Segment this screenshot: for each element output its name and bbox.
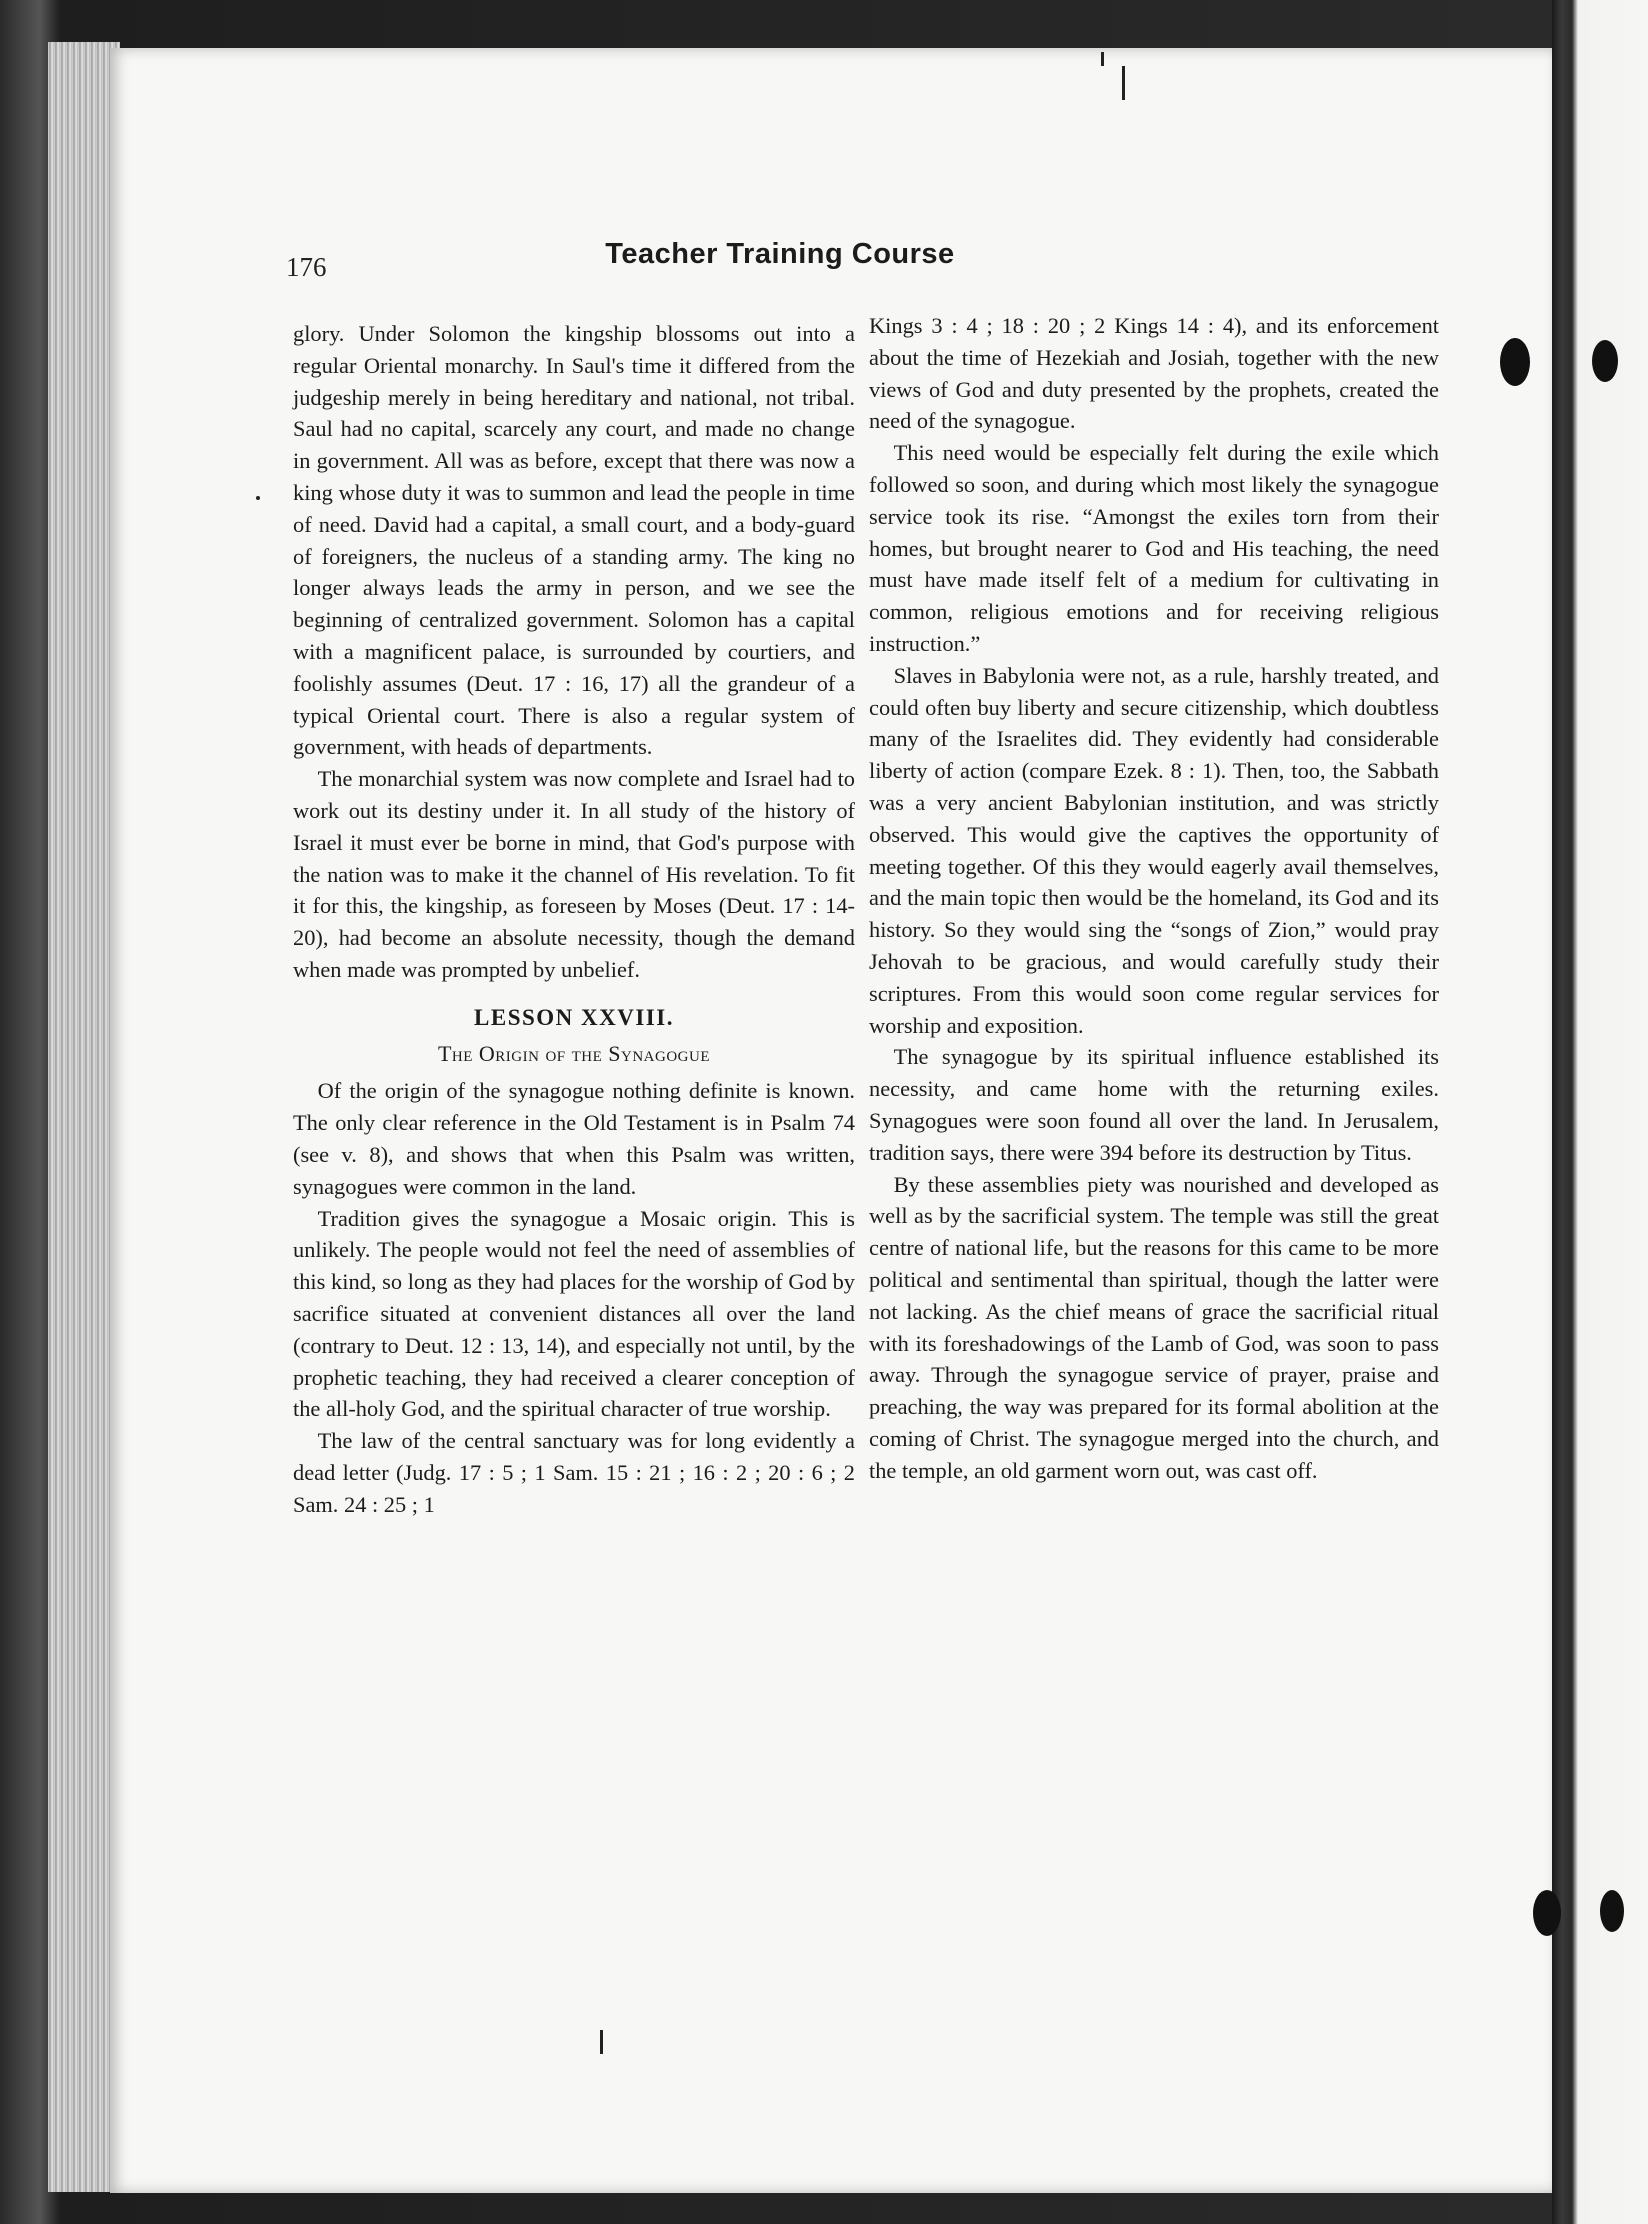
paragraph: The synagogue by its spiritual influence established its necessity, and came home with the returning exiles. Synagogues were soon found all over the land. In Jerusalem, tradition says, there were 394 before its destruction by Titus. [869,1044,1439,1165]
lesson-heading: LESSON XXVIII. [474,1004,674,1030]
binding-hole-bottom-right [1600,1890,1624,1932]
paragraph: Kings 3 : 4 ; 18 : 20 ; 2 Kings 14 : 4), and its enforcement about the time of Hezekiah and Josiah, together with the new views of God and duty presented by the prophets, created the need of the synagogue. [869,313,1439,434]
paragraph: The law of the central sanctuary was for long evidently a dead letter (Judg. 17 : 5 ; 1 Sam. 15 : 21 ; 16 : 2 ; 20 : 6 ; 2 Sam. 24 : 25 ; 1 [293,1428,855,1517]
dust-mark [600,2030,603,2054]
right-column [869,310,1439,1486]
paragraph: Tradition gives the synagogue a Mosaic origin. This is unlikely. The people would not feel the need of assemblies of this kind, so long as they had places for the worship of God by sacrifice situated at convenient distances all over the land (contrary to Deut. 12 : 13, 14), and especially not until, by the prophetic teaching, they had received a clearer conception of the all-holy God, and the spiritual character of true worship. [293,1205,855,1422]
dust-mark [1122,66,1125,100]
paragraph: By these assemblies piety was nourished and developed as well as by the sacrificial system. The temple was still the great centre of national life, but the reasons for this came to be more political and sentimental than spiritual, though the latter were not lacking. As the chief means of grace the sacrificial ritual with its foreshadowings of the Lamb of God, was soon to pass away. Through the synagogue service of prayer, praise and preaching, the way was prepared for its formal abolition at the coming of Christ. The synagogue merged into the church, and the temple, an old garment worn out, was cast off. [869,1171,1439,1483]
running-head: Teacher Training Course [605,238,955,270]
next-page-edge [1552,0,1648,2224]
lesson-subtitle: The Origin of the Synagogue [437,1040,711,1066]
paragraph: Slaves in Babylonia were not, as a rule, harshly treated, and could often buy liberty and secure citizenship, which doubtless many of the Israelites did. They evidently had considerable liberty of action (compare Ezek. 8 : 1). Then, too, the Sabbath was a very ancient Babylonian institution, and was strictly observed. This would give the captives the opportunity of meeting together. Of this they would eagerly avail themselves, and the main topic then would be the homeland, its God and its history. So they would sing the “songs of Zion,” would pray Jehovah to be gracious, and would carefully study their scriptures. From this would soon come regular services for worship and exposition. [869,662,1439,1038]
paragraph: Of the origin of the synagogue nothing definite is known. The only clear reference in the Old Testament is in Psalm 74 (see v. 8), and shows that when this Psalm was written, synagogues were common in the land. [293,1078,855,1199]
page-number: 176 [286,252,327,282]
paragraph: glory. Under Solomon the kingship blossoms out into a regular Oriental monarchy. In Saul's time it differed from the judgeship merely in being hereditary and national, not tribal. Saul had no capital, scarcely any court, and made no change in government. All was as before, except that there was now a king whose duty it was to summon and lead the people in time of need. David had a capital, a small court, and a body-guard of foreigners, the nucleus of a standing army. The king no longer always leads the army in person, and we see the beginning of centralized government. Solomon has a capital with a magnificent palace, is surrounded by courtiers, and foolishly assumes (Deut. 17 : 16, 17) all the grandeur of a typical Oriental court. There is also a regular system of government, with heads of departments. [293,321,855,760]
paragraph: This need would be especially felt during the exile which followed so soon, and during which most likely the synagogue service took its rise. “Amongst the exiles torn from their homes, but brought nearer to God and His teaching, the need must have made itself felt of a medium for cultivating in common, religious emotions and for receiving religious instruction.” [869,440,1439,656]
left-column [293,318,855,1520]
binding-hole-top-left [1500,338,1530,386]
binding-hole-bottom-left [1533,1890,1561,1936]
paragraph: The monarchial system was now complete and Israel had to work out its destiny under it. In all study of the history of Israel it must ever be borne in mind, that God's purpose with the nation was to make it the channel of His revelation. To fit it for this, the kingship, as foreseen by Moses (Deut. 17 : 14-20), had become an absolute necessity, though the demand when made was prompted by unbelief. [293,766,855,982]
dust-mark [1101,52,1104,66]
dust-mark [256,496,260,500]
binding-hole-top-right [1592,340,1618,382]
